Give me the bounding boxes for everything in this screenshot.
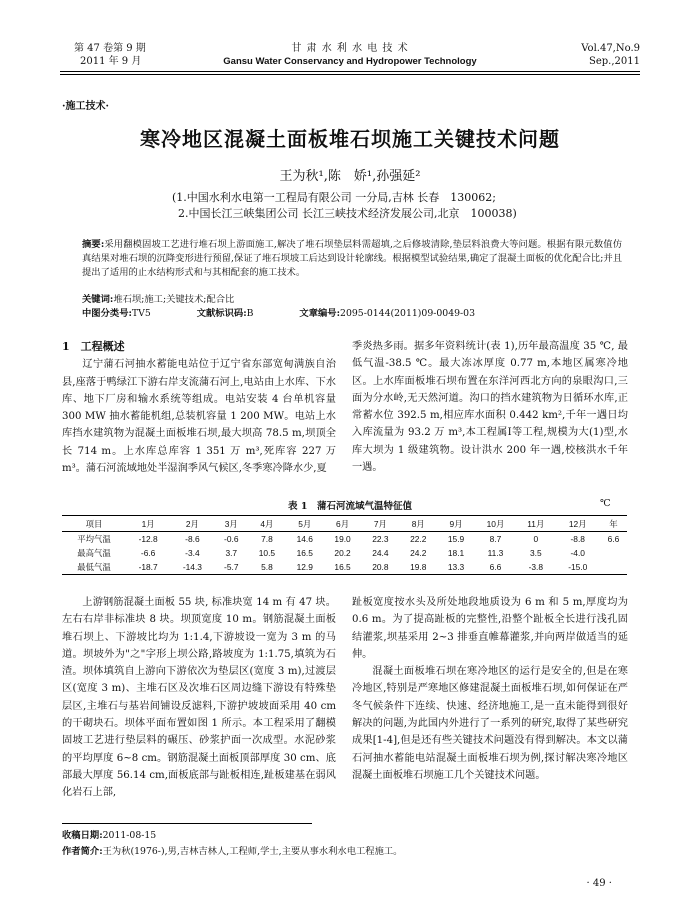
- body-right-paragraph-2: 混凝土面板堆石坝在寒冷地区的运行是安全的,但是在寒冷地区,特别是严寒地区修建混凝土面板堆石坝,如何保证在严冬气候条件下连续、快速、经济地施工,是一直未能得到很好解决的问题,为此国内外进行了一系列的研究,取得了某些研究成果[1-4],但是还有些关键技术问题没有得到解决。本文以蒲石河抽水蓄能电站混凝土面板堆石坝为例,探讨解决寒冷地区混凝土面板堆石坝施工几个关键技术问题。: [352, 666, 628, 781]
- table-cell: 0: [533, 534, 539, 544]
- journal-volume-en: Vol.47,No.9: [581, 43, 640, 54]
- table-cell: 7.8: [261, 534, 273, 544]
- table-header-cell: 12月: [556, 516, 600, 532]
- table-cell: 20.8: [361, 560, 399, 575]
- table-cell: -18.7: [126, 560, 170, 575]
- header-rule: [60, 71, 640, 72]
- table-header-cell: 2月: [170, 516, 214, 532]
- table-unit: ℃: [600, 498, 611, 509]
- journal-name-en: Gansu Water Conservancy and Hydropower Technology: [223, 56, 477, 67]
- table-cell: -0.6: [224, 534, 239, 544]
- affiliations: [172, 190, 632, 222]
- article-value: 2095-0144(2011)09-0049-03: [340, 308, 476, 319]
- paper-title: 寒冷地区混凝土面板堆石坝施工关键技术问题: [140, 127, 560, 151]
- table-cell: 平均气温: [77, 534, 111, 544]
- doc-value: B: [246, 308, 254, 319]
- section-label: ·施工技术·: [62, 101, 109, 112]
- table-cell: 6.6: [475, 560, 516, 575]
- table-cell: 3.5: [529, 548, 542, 558]
- abstract-text: 采用翻模固坡工艺进行堆石坝上游面施工,解决了堆石坝垫层料需超填,之后修坡清除,垫层料浪费大等问题。根据有限元数值仿真结果对堆石坝的沉降变形进行预留,保证了堆石坝坡工后达到设计轮廓线。根据模型试验结果,确定了混凝土面板的优化配合比;并且提出了适用的止水结构形式和与其相配套的施工技术。: [82, 239, 622, 278]
- doc-label: 文献标识码:: [196, 308, 247, 319]
- abstract: [82, 238, 622, 280]
- table-cell: 19.0: [334, 534, 351, 544]
- table-cell: 16.5: [324, 560, 362, 575]
- classification: [82, 305, 475, 319]
- table-cell: -4.0: [570, 548, 585, 558]
- received-value: 2011-08-15: [102, 830, 157, 841]
- table-cell: [600, 546, 627, 560]
- journal-issue-en: [581, 42, 640, 68]
- table-cell: 12.9: [286, 560, 324, 575]
- table-cell: 20.2: [334, 548, 351, 558]
- table-cell: 11.3: [487, 548, 504, 558]
- journal-name-cn: 甘 肃 水 利 水 电 技 术: [291, 43, 409, 54]
- body-right-column: [352, 594, 628, 784]
- table-cell: 22.2: [410, 534, 427, 544]
- table-cell: 24.2: [410, 548, 427, 558]
- temperature-table: [62, 515, 627, 575]
- clc-value: TV5: [131, 308, 151, 319]
- received-date: [62, 829, 156, 843]
- table-cell: [600, 560, 627, 575]
- author-bio-label: 作者简介:: [62, 846, 103, 857]
- section1-heading: 1 工程概述: [62, 340, 125, 353]
- section1-left-paragraph: 辽宁蒲石河抽水蓄能电站位于辽宁省东部宽甸满族自治县,座落于鸭绿江下游右岸支流蒲石河上,电站由上水库、下水库、地下厂房和输水系统等组成。电站安装 4 台单机容量 300 MW 抽水蓄能机组,总装机容量 1 200 MW。电站上水库挡水建筑物为混凝土面板堆石坝,最大坝高 78.5 m,坝顶全长 714 m。上水库总库容 1 351 万 m³,死库容 227 万 m³。蒲石河流域地处半湿润季风气候区,冬季寒冷降水少,夏: [62, 359, 336, 475]
- table-header-cell: 年: [600, 516, 627, 532]
- keywords: [82, 291, 234, 305]
- affiliation-2: 2.中国长江三峡集团公司 长江三峡技术经济发展公司,北京 100038): [178, 207, 517, 220]
- table-header-cell: 7月: [361, 516, 399, 532]
- table-row: [62, 532, 627, 547]
- table-cell: -12.8: [138, 534, 158, 544]
- section1-left-column: [62, 338, 336, 477]
- table-cell: -8.8: [570, 534, 585, 544]
- table-cell: -6.6: [140, 548, 156, 558]
- clc-label: 中图分类号:: [82, 308, 132, 319]
- article-label: 文章编号:: [299, 308, 341, 319]
- body-right-paragraph-1: 趾板宽度按水头及所处地段地质设为 6 m 和 5 m,厚度均为 0.6 m。为了提高趾板的完整性,沿整个趾板全长进行浅孔固结灌浆,坝基采用 2~3 排垂直帷幕灌浆,并向两岸做适当的延伸。: [352, 597, 628, 660]
- table-caption: 表 1 蒲石河流域气温特征值: [288, 501, 412, 512]
- keywords-label: 关键词:: [82, 294, 114, 305]
- affiliation-1: (1.中国水利水电第一工程局有限公司 一分局,吉林 长春 130062;: [172, 191, 496, 204]
- table-cell: 10.5: [258, 548, 276, 558]
- body-left-paragraph: 上游钢筋混凝土面板 55 块, 标准块宽 14 m 有 47 块。左右右岸非标准块 8 块。坝顶宽度 10 m。钢筋混凝土面板堆石坝上、下游坡比均为 1:1.4,下游坡设一宽为 3 m 的马道。坝坡外为"之"字形上坝公路,路坡度为 1:1.75,填筑为石渣。坝体填筑自上游向下游依次为垫层区(宽度 3 m),过渡层区(宽度 3 m)、主堆石区及次堆石区周边缝下游设有特殊垫层区,主堆石与基岩间铺设反滤料,下游护坡坡面采用 40 cm 的干砌块石。坝体平面布置如图 1 所示。本工程采用了翻模固坡工艺进行垫层料的碾压、砂浆护面一次成型。水泥砂浆的平均厚度 6~8 cm。钢筋混凝土面板顶部厚度 30 cm、底部最大厚度 56.14 cm,面板底部与趾板相连,趾板建基在弱风化岩石上部,: [62, 597, 336, 799]
- table-header-cell: 4月: [248, 516, 286, 532]
- table-cell: 3.7: [225, 548, 238, 558]
- table-cell: 24.4: [372, 548, 389, 558]
- table-cell: -15.0: [556, 560, 600, 575]
- table-cell: -8.6: [185, 534, 200, 544]
- table-header-cell: 9月: [437, 516, 475, 532]
- received-label: 收稿日期:: [62, 830, 103, 841]
- table-cell: 15.9: [447, 534, 465, 544]
- table-cell: -5.7: [215, 560, 248, 575]
- keywords-text: 堆石坝;施工;关键技术;配合比: [113, 294, 235, 305]
- table-cell: 19.8: [399, 560, 437, 575]
- table-header-cell: 8月: [399, 516, 437, 532]
- table-header-cell: 3月: [215, 516, 248, 532]
- journal-date: 2011 年 9 月: [80, 56, 142, 67]
- journal-date-en: Sep.,2011: [589, 56, 640, 67]
- table-cell: 14.6: [296, 534, 313, 544]
- table-cell: 18.1: [447, 548, 465, 558]
- authors: 王为秋¹,陈 娇¹,孙强延²: [279, 169, 421, 184]
- table-header-cell: 6月: [324, 516, 362, 532]
- body-left-column: [62, 594, 336, 802]
- table-cell: -3.8: [516, 560, 556, 575]
- table-cell: 最高气温: [77, 548, 111, 558]
- table-cell: 13.3: [437, 560, 475, 575]
- table-header-row: [62, 516, 627, 532]
- table-cell: 6.6: [607, 534, 620, 544]
- table-cell: -14.3: [170, 560, 214, 575]
- table-row: [62, 560, 627, 575]
- table-header-cell: 5月: [286, 516, 324, 532]
- page-number: · 49 ·: [586, 878, 612, 889]
- table-cell: 5.8: [248, 560, 286, 575]
- table-cell: 8.7: [489, 534, 502, 544]
- table-cell: 16.5: [296, 548, 313, 558]
- table-cell: 22.3: [372, 534, 389, 544]
- table-cell: 最低气温: [62, 560, 126, 575]
- table-header-cell: 10月: [475, 516, 516, 532]
- journal-volume: 第 47 卷第 9 期: [74, 43, 146, 54]
- header-rule-thin: [60, 74, 640, 75]
- abstract-label: 摘要:: [82, 239, 105, 250]
- author-bio: [62, 845, 632, 859]
- author-bio-text: 王为秋(1976-),男,吉林吉林人,工程师,学士,主要从事水利水电工程施工。: [102, 846, 403, 857]
- table-header-cell: 项目: [62, 516, 126, 532]
- section1-right-column: [352, 338, 628, 476]
- table-header-cell: 1月: [126, 516, 170, 532]
- footnote-rule: [62, 823, 312, 824]
- table-header-cell: 11月: [516, 516, 556, 532]
- table-cell: -3.4: [185, 548, 200, 558]
- table-row: [62, 546, 627, 560]
- section1-right-paragraph: 季炎热多雨。据多年资料统计(表 1),历年最高温度 35 ℃, 最低气温-38.5 ℃。最大冻冰厚度 0.77 m,本地区属寒冷地区。上水库面板堆石坝布置在东洋河西北方向的泉眼沟口,三面为分水岭,无天然河道。沟口的挡水建筑物为日循环水库,正常蓄水位 392.5 m,相应库水面积 0.442 km²,千年一遇日均入库流量为 93.2 万 m³,本工程属Ⅰ等工程,规模为大(1)型,水库大坝为 1 级建筑物。设计洪水 200 年一遇,校核洪水千年一遇。: [352, 341, 628, 474]
